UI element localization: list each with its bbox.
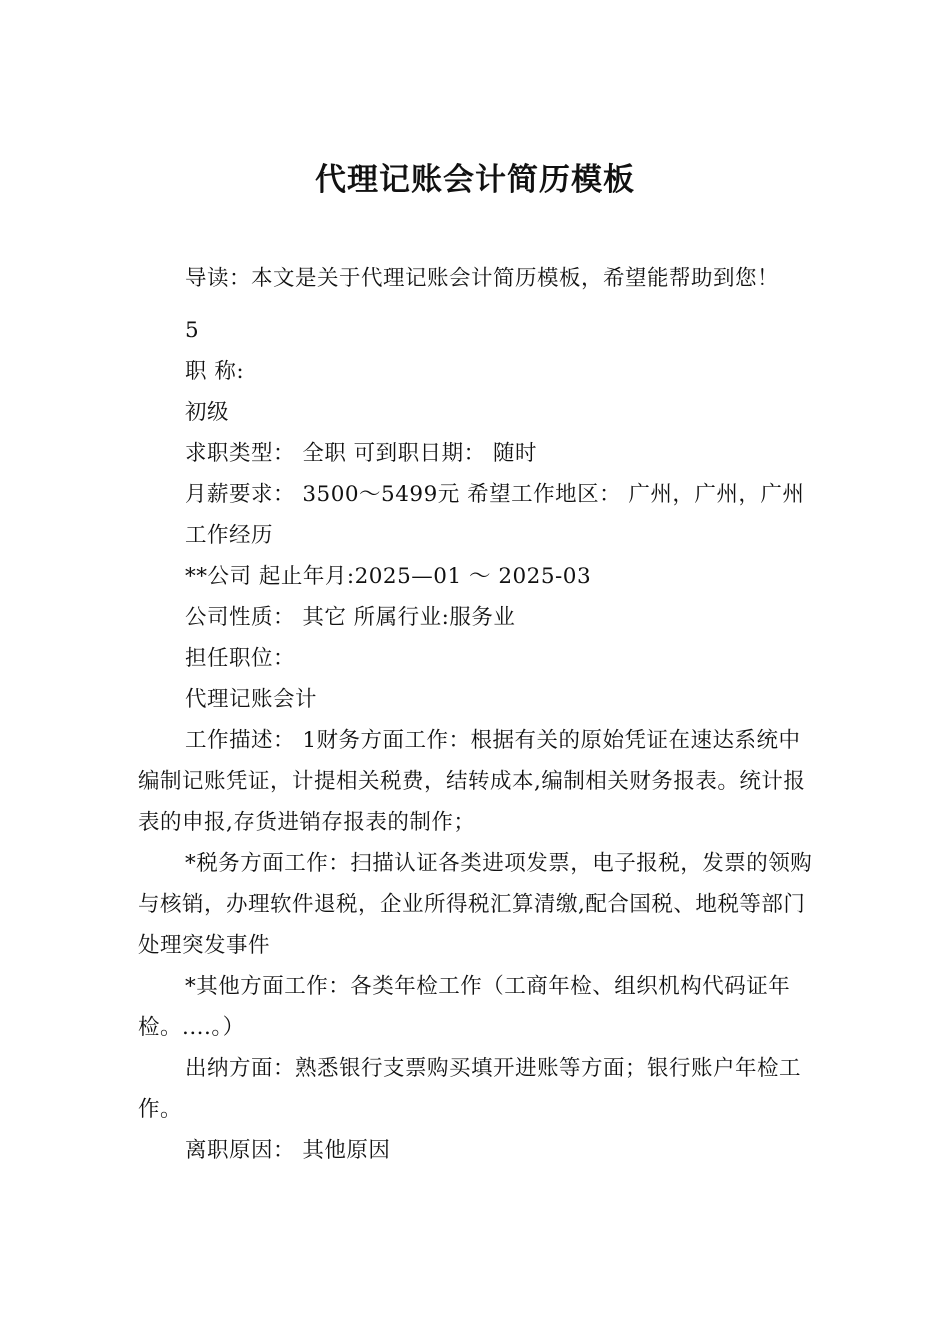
intro-text: 导读：本文是关于代理记账会计简历模板，希望能帮助到您！ xyxy=(185,266,780,291)
company-nature-line: 公司性质： 其它 所属行业:服务业 xyxy=(185,605,516,630)
company-period-line: **公司 起止年月:2025—01 ～ 2025-03 xyxy=(185,564,592,589)
tax-work-paragraph: *税务方面工作：扫描认证各类进项发票，电子报税，发票的领购与核销，办理软件退税，企业所得税汇算清缴,配合国税、地税等部门处理突发事件 xyxy=(138,851,813,958)
title-label: 职 称: xyxy=(185,359,245,384)
position-label: 担任职位： xyxy=(185,646,296,671)
salary-line: 月薪要求： 3500～5499元 希望工作地区： 广州，广州，广州 xyxy=(185,482,805,507)
document-title: 代理记账会计简历模板 xyxy=(315,162,635,198)
other-work-paragraph: *其他方面工作：各类年检工作（工商年检、组织机构代码证年检。....。） xyxy=(138,974,791,1040)
work-description-paragraph: 工作描述： 1财务方面工作：根据有关的原始凭证在速达系统中编制记账凭证，计提相关税费，结转成本,编制相关财务报表。统计报表的申报,存货进销存报表的制作； xyxy=(138,728,806,835)
leave-reason-line: 离职原因： 其他原因 xyxy=(185,1138,391,1163)
position-value: 代理记账会计 xyxy=(185,687,318,712)
job-type-line: 求职类型： 全职 可到职日期： 随时 xyxy=(185,441,538,466)
number-text: 5 xyxy=(185,318,200,343)
title-value: 初级 xyxy=(185,400,230,425)
work-experience-heading: 工作经历 xyxy=(185,523,274,548)
document-body xyxy=(138,258,818,1171)
cashier-work-paragraph: 出纳方面：熟悉银行支票购买填开进账等方面；银行账户年检工作。 xyxy=(138,1056,802,1122)
